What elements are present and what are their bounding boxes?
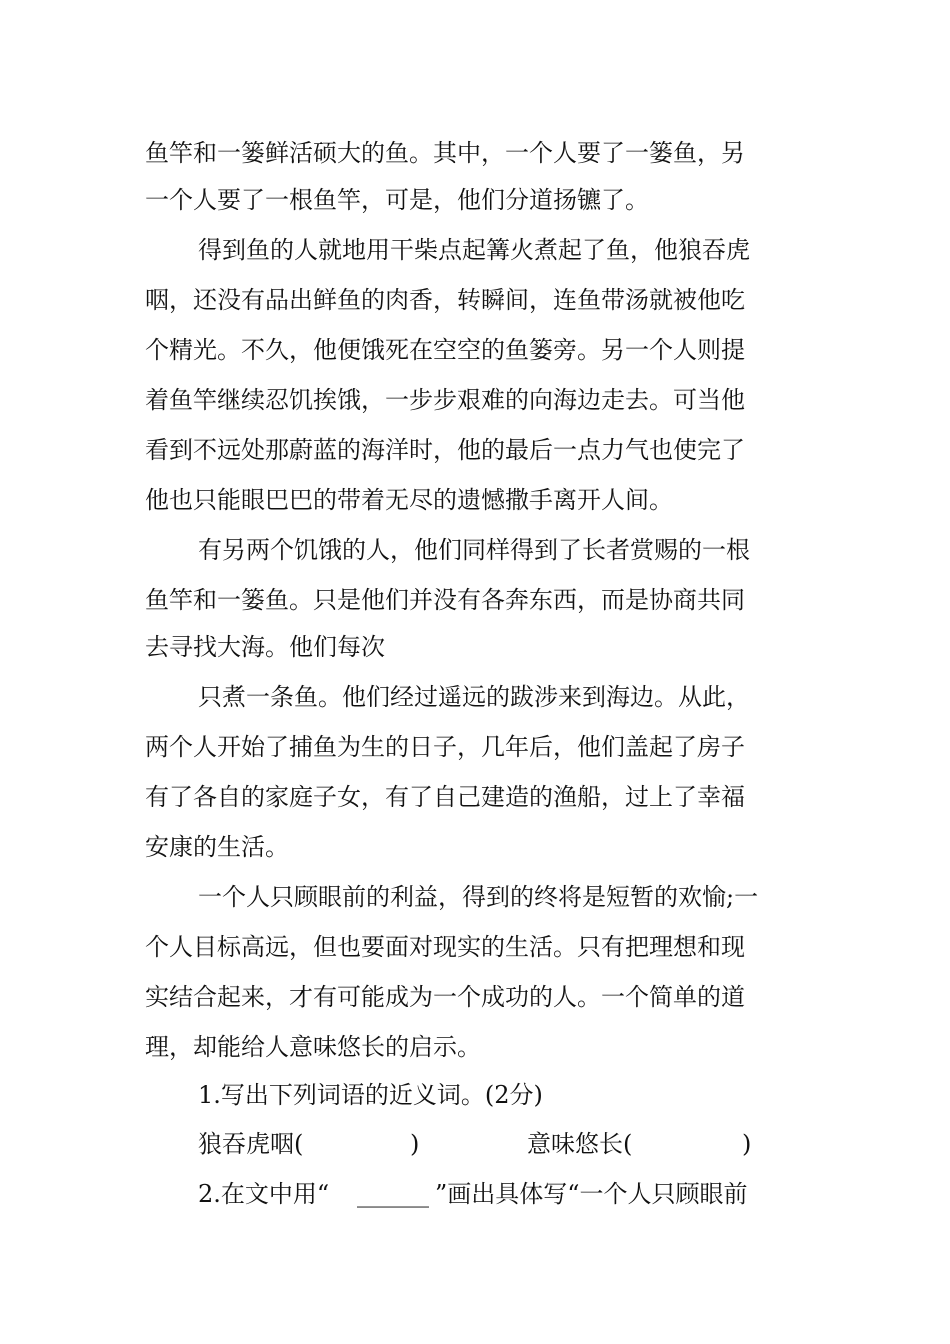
text-line [0,128,950,178]
line-text: 有了各自的家庭子女，有了自己建造的渔船，过上了幸福 [145,783,745,811]
text-line [0,922,950,972]
underline-blank: ______ [357,1180,429,1208]
line-text: 看到不远处那蔚蓝的海洋时，他的最后一点力气也使完了 [145,436,745,464]
line-text: 鱼竿和一篓鲜活硕大的鱼。其中，一个人要了一篓鱼，另 [145,139,745,167]
line-text: 个精光。不久，他便饿死在空空的鱼篓旁。另一个人则提 [145,336,745,364]
text-line [0,972,950,1022]
text-line [0,475,950,525]
paragraph-first-line [0,672,950,722]
line-text: 两个人开始了捕鱼为生的日子，几年后，他们盖起了房子 [145,733,745,761]
line-text: 咽，还没有品出鲜鱼的肉香，转瞬间，连鱼带汤就被他吃 [145,286,745,314]
text-line [0,175,950,225]
question-1 [0,1070,950,1120]
question-1-text: 1.写出下列词语的近义词。(2分) [198,1081,543,1109]
text-line [0,1022,950,1072]
paragraph-first-line [0,872,950,922]
question-2-suffix: ”画出具体写“一个人只顾眼前 [435,1180,748,1208]
line-text: 理，却能给人意味悠长的启示。 [145,1033,481,1061]
line-text: 去寻找大海。他们每次 [145,633,385,661]
paragraph-first-line [0,525,950,575]
line-text: 有另两个饥饿的人，他们同样得到了长者赏赐的一根 [198,536,750,564]
line-text: 只煮一条鱼。他们经过遥远的跋涉来到海边。从此， [198,683,750,711]
question-2 [0,1169,950,1219]
question-1-answers [0,1119,950,1169]
text-line [0,275,950,325]
word-yiweiyouchang: 意味悠长( [527,1130,633,1158]
paragraph-first-line [0,225,950,275]
line-text: 鱼竿和一篓鱼。只是他们并没有各奔东西，而是协商共同 [145,586,745,614]
text-line [0,722,950,772]
line-text: 一个人要了一根鱼竿，可是，他们分道扬镳了。 [145,186,649,214]
text-line [0,575,950,625]
question-2-prefix: 2.在文中用“ [198,1180,330,1208]
line-text: 着鱼竿继续忍饥挨饿，一步步艰难的向海边走去。可当他 [145,386,745,414]
text-line [0,375,950,425]
answer-bracket-close: ) [410,1130,420,1158]
line-text: 得到鱼的人就地用干柴点起篝火煮起了鱼，他狼吞虎 [198,236,750,264]
line-text: 一个人只顾眼前的利益，得到的终将是短暂的欢愉;一 [198,883,759,911]
line-text: 实结合起来，才有可能成为一个成功的人。一个简单的道 [145,983,745,1011]
text-line [0,622,950,672]
text-line [0,822,950,872]
line-text: 个人目标高远，但也要面对现实的生活。只有把理想和现 [145,933,745,961]
line-text: 安康的生活。 [145,833,289,861]
text-line [0,325,950,375]
word-langtunhuyan: 狼吞虎咽( [198,1130,304,1158]
answer-bracket-close: ) [742,1130,752,1158]
text-line [0,425,950,475]
line-text: 他也只能眼巴巴的带着无尽的遗憾撒手离开人间。 [145,486,673,514]
text-line [0,772,950,822]
